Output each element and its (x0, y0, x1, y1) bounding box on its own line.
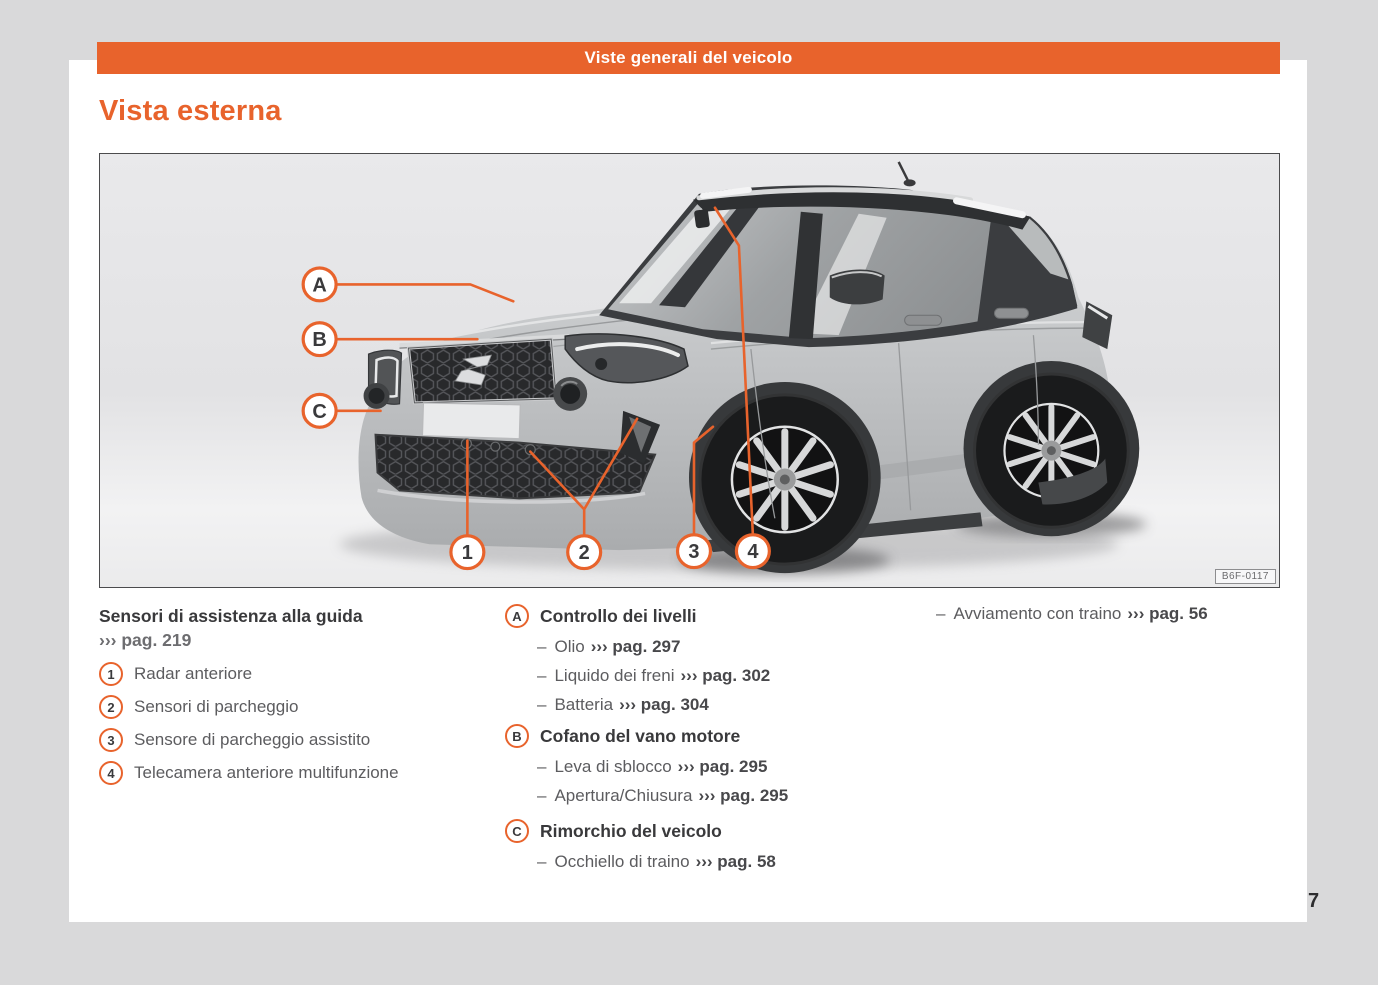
page-ref: ››› pag. 58 (695, 852, 776, 871)
marker-b: B (505, 724, 529, 748)
page-ref: ››› pag. 56 (1127, 604, 1208, 623)
legend-left-heading-ref: ››› pag. 219 (99, 630, 192, 650)
sub-item-label: Olio (554, 637, 585, 656)
svg-text:1: 1 (461, 542, 473, 565)
sub-item: – Leva di sblocco ››› pag. 295 (537, 757, 768, 776)
callout-1 (451, 536, 484, 569)
list-item (99, 761, 497, 785)
list-item-label: Sensori di parcheggio (134, 697, 299, 716)
sub-item: – Liquido dei freni ››› pag. 302 (537, 666, 771, 685)
group-a-heading-row (505, 604, 937, 628)
figure-code-label: B6F-0117 (1215, 569, 1276, 584)
callout-c (303, 394, 336, 427)
sub-item-label: Liquido dei freni (554, 666, 675, 685)
marker-a: A (505, 604, 529, 628)
legend-left-heading: Sensori di assistenza alla guida (99, 606, 363, 626)
marker-3: 3 (99, 728, 123, 752)
cabin (599, 162, 1077, 347)
svg-text:3: 3 (688, 541, 700, 564)
sub-item: – Batteria ››› pag. 304 (537, 695, 709, 714)
list-item-label: Radar anteriore (134, 664, 253, 683)
callout-b (303, 323, 336, 356)
marker-4: 4 (99, 761, 123, 785)
sub-item-label: Occhiello di traino (554, 852, 690, 871)
marker-c: C (505, 819, 529, 843)
front-wheel (700, 395, 870, 564)
svg-text:A: A (312, 274, 327, 297)
page-ref: ››› pag. 302 (680, 666, 771, 685)
list-item (99, 695, 497, 719)
group-heading: Cofano del vano motore (540, 725, 741, 746)
legend-column-middle (505, 604, 937, 881)
callout-3 (678, 535, 711, 568)
sub-item-label: Leva di sblocco (554, 757, 672, 776)
group-c-heading-row (505, 819, 937, 843)
svg-text:4: 4 (747, 541, 759, 564)
sub-item-label: Apertura/Chiusura (554, 786, 693, 805)
sub-item: – Avviamento con traino ››› pag. 56 (936, 604, 1208, 623)
list-item (99, 662, 497, 686)
group-heading: Rimorchio del veicolo (540, 820, 722, 841)
callout-a (303, 268, 336, 301)
page-ref: ››› pag. 295 (677, 757, 768, 776)
group-heading: Controllo dei livelli (540, 605, 697, 626)
vehicle-exterior-figure (99, 153, 1280, 588)
page-ref: ››› pag. 304 (619, 695, 709, 714)
sub-item-label: Batteria (554, 695, 614, 714)
front-door-handle (905, 315, 942, 325)
callout-line-a (337, 284, 514, 301)
list-item-label: Telecamera anteriore multifunzione (134, 763, 399, 782)
sub-item: – Apertura/Chiusura ››› pag. 295 (537, 786, 789, 805)
page-ref: ››› pag. 295 (698, 786, 789, 805)
callout-4 (736, 535, 769, 568)
sub-item: – Olio ››› pag. 297 (537, 637, 681, 656)
chapter-header-label: Viste generali del veicolo (584, 48, 793, 67)
page-title: Vista esterna (99, 95, 282, 127)
svg-text:B: B (312, 329, 327, 352)
marker-2: 2 (99, 695, 123, 719)
callout-2 (568, 536, 601, 569)
legend-column-right (936, 604, 1296, 633)
page-number: 7 (1308, 890, 1320, 912)
sub-item: – Occhiello di traino ››› pag. 58 (537, 852, 776, 871)
rear-door-handle (994, 308, 1028, 318)
group-b-heading-row (505, 724, 937, 748)
vehicle-illustration (100, 154, 1279, 587)
page-ref: ››› pag. 297 (590, 637, 681, 656)
chapter-header-bar (97, 42, 1280, 74)
list-item-label: Sensore di parcheggio assistito (134, 730, 371, 749)
sub-item-label: Avviamento con traino (953, 604, 1122, 623)
svg-text:C: C (312, 400, 327, 423)
marker-1: 1 (99, 662, 123, 686)
legend-column-left (99, 604, 497, 794)
svg-text:2: 2 (578, 542, 590, 565)
list-item (99, 728, 497, 752)
